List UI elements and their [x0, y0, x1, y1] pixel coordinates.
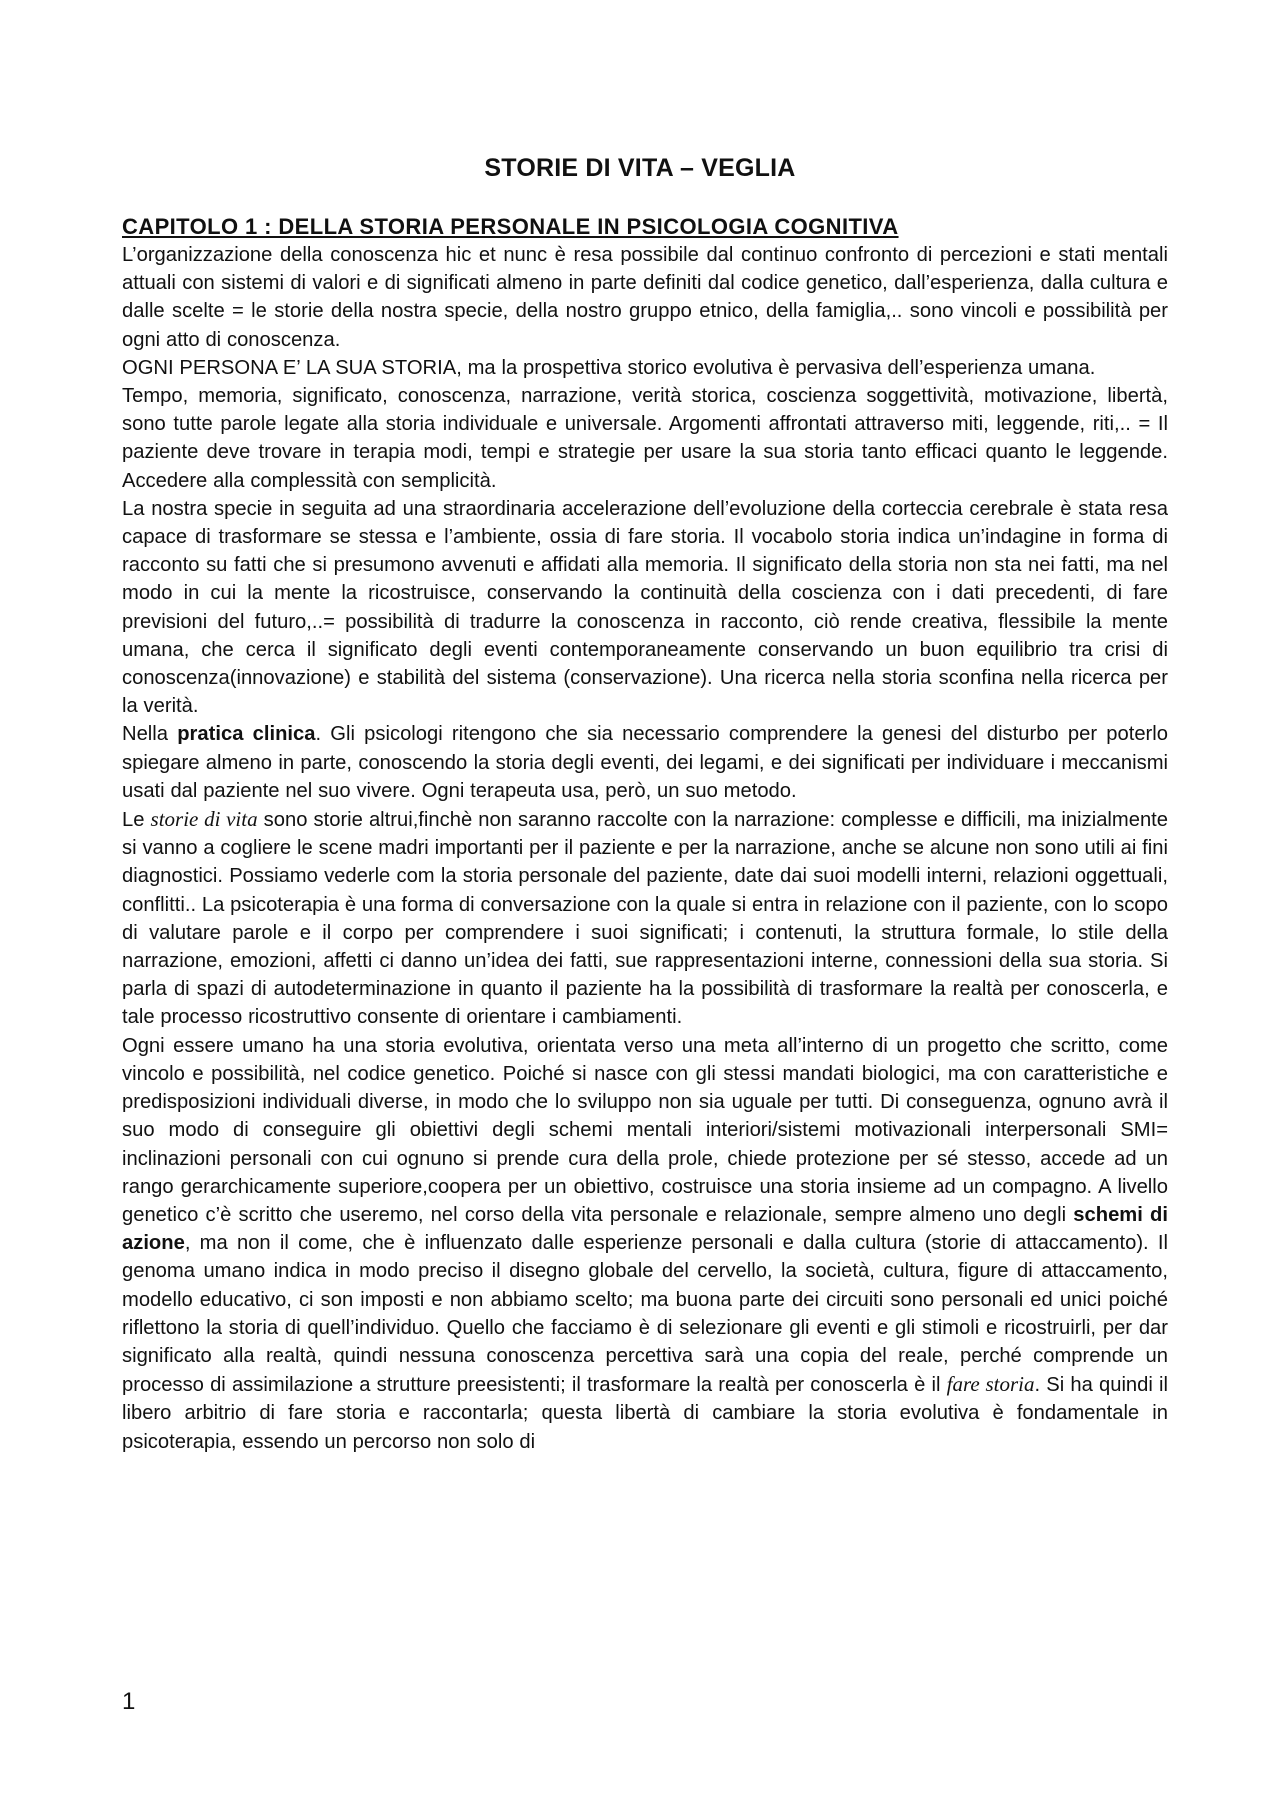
paragraph-7 [122, 1032, 1168, 1456]
paragraph-6-text-after: sono storie altrui,finchè non saranno raccolte con la narrazione: complesse e difficili, ma inizialmente si vanno a cogliere le scene madri importanti per il paziente e per la narrazione, anche se alcune non sono utili ai fini diagnostici. Possiamo vederle com la storia personale del paziente, date dai suoi modelli interni, relazioni oggettuali, conflitti.. La psicoterapia è una forma di conversazione con la quale si entra in relazione con il paziente, con lo scopo di valutare parole e il corpo per comprendere i suoi significati; i contenuti, la struttura formale, lo stile della narrazione, emozioni, affetti ci danno un’idea dei fatti, sue rappresentazioni interne, connessioni della sua storia. Si parla di spazi di autodeterminazione in quanto il paziente ha la possibilità di trasformare la realtà per conoscerla, e tale processo ricostruttivo consente di orientare i cambiamenti. [122, 809, 1169, 1029]
paragraph-7-bold-term: schemi di azione [122, 1203, 1168, 1255]
paragraph-6-italic-term: storie di vita [150, 807, 258, 832]
paragraph-5-bold-term: pratica clinica [177, 723, 316, 746]
paragraph-1-text: L’organizzazione della conoscenza hic et nunc è resa possibile dal continuo confronto di percezioni e stati mentali attuali con sistemi di valori e di significati almeno in parte definiti dal codice genetico, dall’esperienza, dalla cultura e dalle scelte = le storie della nostra specie, della nostro gruppo etnico, della famiglia,.. sono vincoli e possibilità per ogni atto di conoscenza. [122, 244, 1168, 351]
page-title: STORIE DI VITA – VEGLIA [484, 154, 796, 182]
document-body [122, 213, 1168, 1456]
paragraph-6 [122, 805, 1168, 1032]
paragraph-7-italic-term: fare storia [946, 1372, 1035, 1397]
paragraph-7-text-after: . Si ha quindi il libero arbitrio di fare storia e raccontarla; questa libertà di cambiare la storia evolutiva è fondamentale in psicoterapia, essendo un percorso non solo di [122, 1374, 1169, 1453]
paragraph-6-text-before: Le [122, 809, 151, 832]
paragraph-2-text: OGNI PERSONA E’ LA SUA STORIA, ma la prospettiva storico evolutiva è pervasiva dell’esperienza umana. [122, 356, 1096, 379]
paragraph-3 [122, 382, 1168, 495]
paragraph-2 [122, 354, 1168, 382]
page-number: 1 [122, 1688, 136, 1715]
paragraph-4-text: La nostra specie in seguita ad una straordinaria accelerazione dell’evoluzione della corteccia cerebrale è stata resa capace di trasformare se stessa e l’ambiente, ossia di fare storia. Il vocabolo storia indica un’indagine in forma di racconto su fatti che si presumono avvenuti e affidati alla memoria. Il significato della storia non sta nei fatti, ma nel modo in cui la mente la ricostruisce, conservando la continuità della coscienza con i dati precedenti, di fare previsioni del futuro,..= possibilità di tradurre la conoscenza in racconto, ciò rende creativa, flessibile la mente umana, che cerca il significato degli eventi contemporaneamente conservando un buon equilibrio tra crisi di conoscenza(innovazione) e stabilità del sistema (conservazione). Una ricerca nella storia sconfina nella ricerca per la verità. [122, 497, 1168, 718]
paragraph-1 [122, 241, 1168, 354]
chapter-heading: CAPITOLO 1 : DELLA STORIA PERSONALE IN PSICOLOGIA COGNITIVA [122, 214, 899, 239]
paragraph-7-text-middle: , ma non il come, che è influenzato dalle esperienze personali e dalla cultura (storie di attaccamento). Il genoma umano indica in modo preciso il disegno globale del cervello, la società, cultura, figure di attaccamento, modello educativo, ci son imposti e non abbiamo scelto; ma buona parte dei circuiti sono personali ed unici poiché riflettono la storia di quell’individuo. Quello che facciamo è di selezionare gli eventi e gli stimoli e ricostruirli, per dar significato alla realtà, quindi nessuna conoscenza percettiva sarà una copia del reale, perché comprende un processo di assimilazione a strutture preesistenti; il trasformare la realtà per conoscerla è il [122, 1232, 1168, 1397]
paragraph-3-text: Tempo, memoria, significato, conoscenza, narrazione, verità storica, coscienza soggettività, motivazione, libertà, sono tutte parole legate alla storia individuale e universale. Argomenti affrontati attraverso miti, leggende, riti,.. = Il paziente deve trovare in terapia modi, tempi e strategie per usare la sua storia tanto efficaci quanto le leggende. Accedere alla complessità con semplicità. [122, 385, 1168, 492]
paragraph-4 [122, 495, 1168, 721]
paragraph-5-text-before: Nella [122, 723, 178, 746]
paragraph-5-text-after: . Gli psicologi ritengono che sia necessario comprendere la genesi del disturbo per poterlo spiegare almeno in parte, conoscendo la storia degli eventi, dei legami, e dei significati per individuare i meccanismi usati dal paziente nel suo vivere. Ogni terapeuta usa, però, un suo metodo. [122, 723, 1168, 802]
paragraph-7-text-before: Ogni essere umano ha una storia evolutiva, orientata verso una meta all’interno di un progetto che scritto, come vincolo e possibilità, nel codice genetico. Poiché si nasce con gli stessi mandati biologici, ma con caratteristiche e predisposizioni individuali diverse, in modo che lo sviluppo non sia uguale per tutti. Di conseguenza, ognuno avrà il suo modo di conseguire gli obiettivi degli schemi mentali interiori/sistemi motivazionali interpersonali SMI= inclinazioni personali con cui ognuno si prende cura della prole, chiede protezione per sé stesso, accede ad un rango gerarchicamente superiore,coopera per un obiettivo, costruisce una storia insieme ad un compagno. A livello genetico c’è scritto che useremo, nel corso della vita personale e relazionale, sempre almeno uno degli [122, 1034, 1168, 1226]
paragraph-5 [122, 720, 1168, 805]
